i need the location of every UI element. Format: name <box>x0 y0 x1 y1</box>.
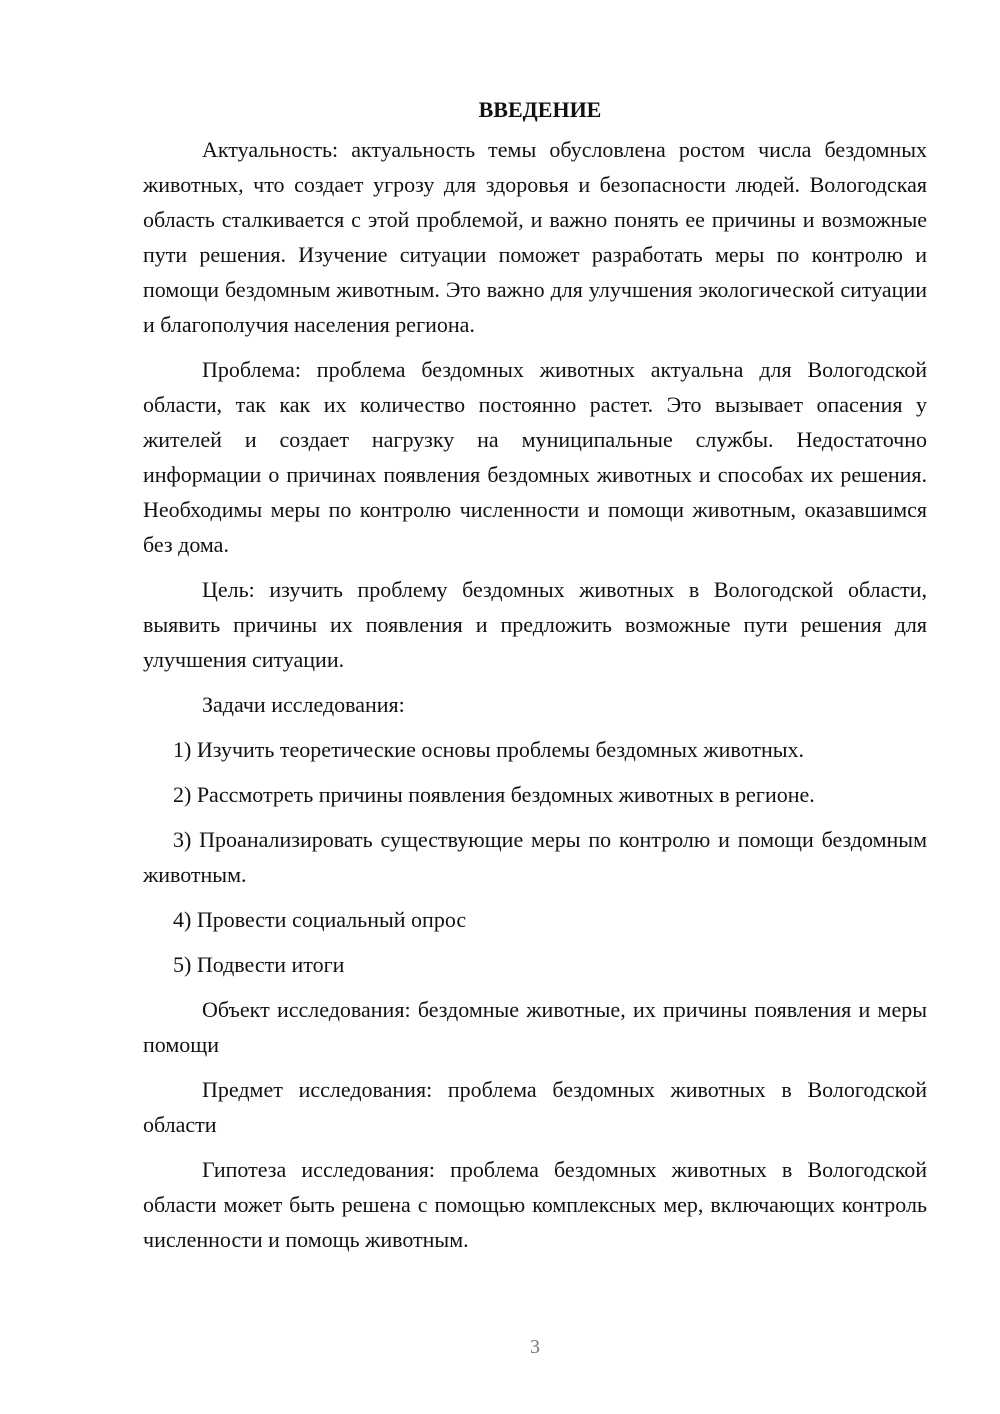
relevance-paragraph: Актуальность: актуальность темы обусловлена ростом числа бездомных животных, что создает угрозу для здоровья и безопасности людей. Вологодская область сталкивается с этой проблемой, и важно понять ее причины и возможные пути решения. Изучение ситуации поможет разработать меры по контролю и помощи бездомным животным. Это важно для улучшения экологической ситуации и благополучия населения региона. <box>143 137 927 337</box>
task-item-1: 1) Изучить теоретические основы проблемы бездомных животных. <box>173 737 805 762</box>
document-body <box>143 92 927 1267</box>
object-paragraph: Объект исследования: бездомные животные, их причины появления и меры помощи <box>143 997 927 1057</box>
task-item-4: 4) Провести социальный опрос <box>173 907 467 932</box>
page-number: 3 <box>530 1336 540 1358</box>
section-heading: ВВЕДЕНИЕ <box>478 97 602 122</box>
hypothesis-paragraph: Гипотеза исследования: проблема бездомных животных в Вологодской области может быть решена с помощью комплексных мер, включающих контроль численности и помощь животным. <box>143 1157 927 1252</box>
task-item-3: 3) Проанализировать существующие меры по контролю и помощи бездомным животным. <box>143 827 927 887</box>
task-item-5: 5) Подвести итоги <box>173 952 345 977</box>
subject-paragraph: Предмет исследования: проблема бездомных животных в Вологодской области <box>143 1077 927 1137</box>
task-item-2: 2) Рассмотреть причины появления бездомных животных в регионе. <box>173 782 815 807</box>
problem-paragraph: Проблема: проблема бездомных животных актуальна для Вологодской области, так как их количество постоянно растет. Это вызывает опасения у жителей и создает нагрузку на муниципальные службы. Недостаточно информации о причинах появления бездомных животных и способах их решения. Необходимы меры по контролю численности и помощи животным, оказавшимся без дома. <box>143 357 927 557</box>
tasks-title: Задачи исследования: <box>202 692 405 717</box>
goal-paragraph: Цель: изучить проблему бездомных животных в Вологодской области, выявить причины их появления и предложить возможные пути решения для улучшения ситуации. <box>143 577 927 672</box>
